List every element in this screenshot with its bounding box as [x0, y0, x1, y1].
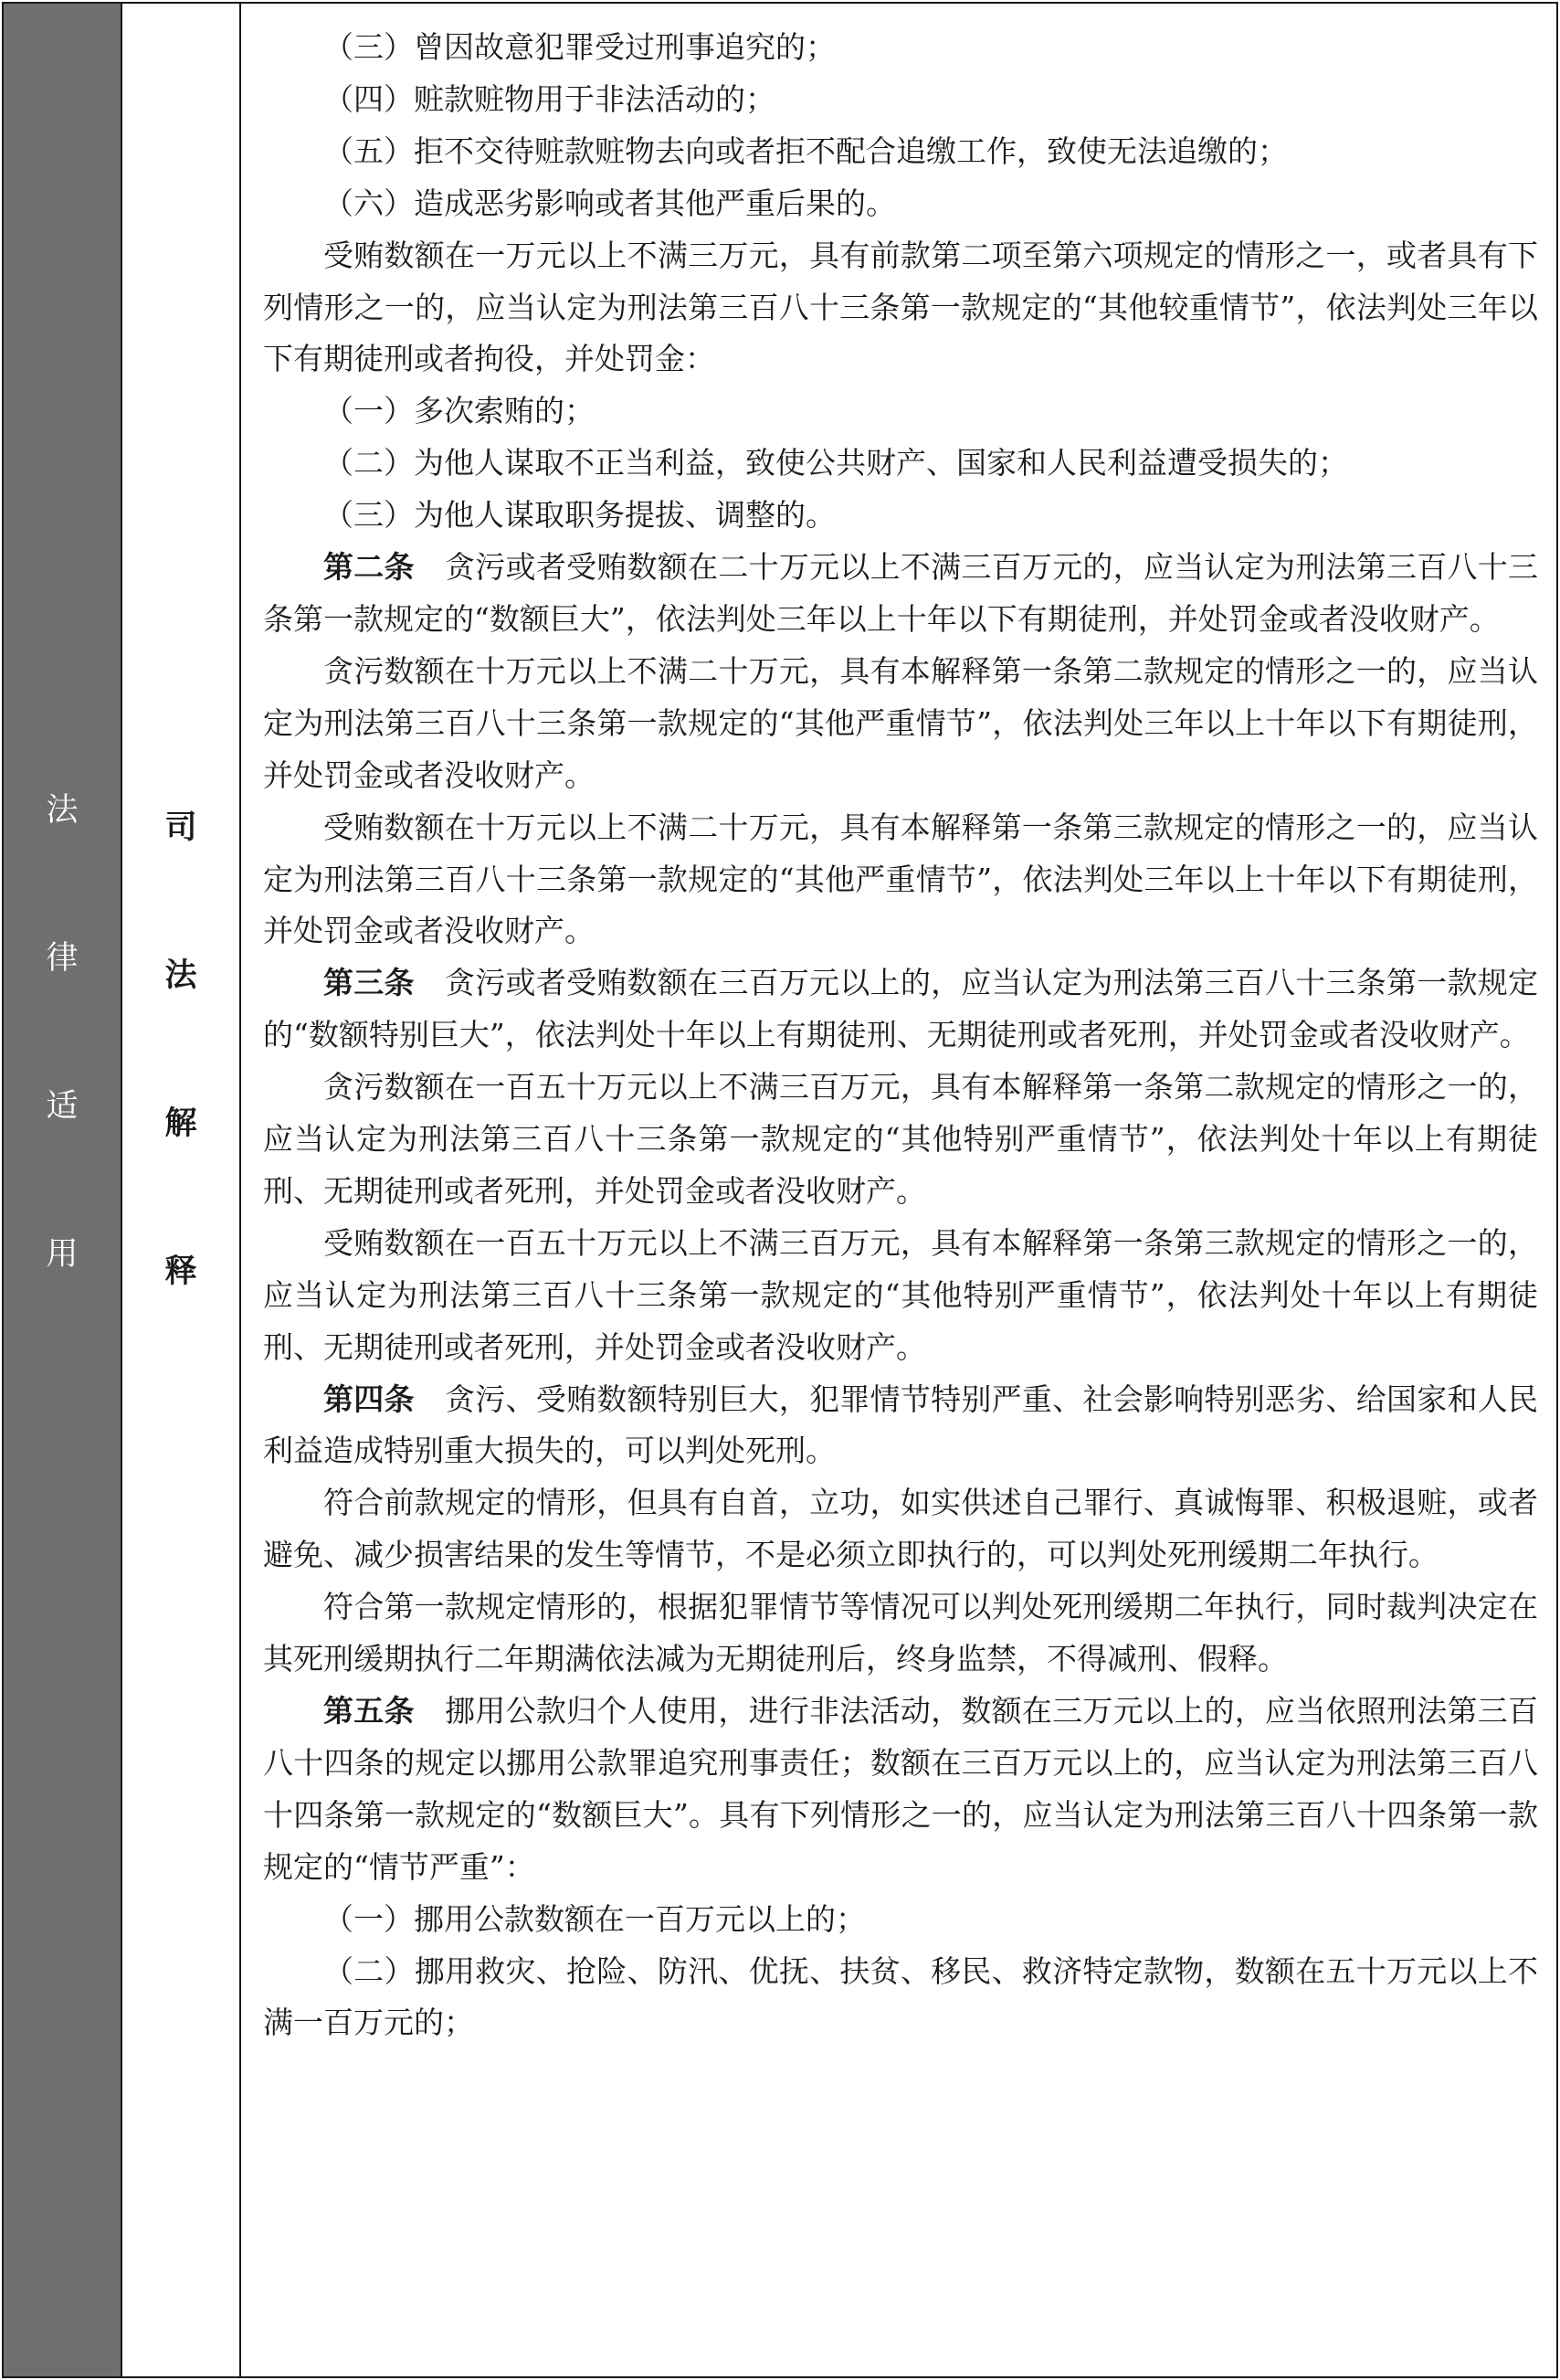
paragraph [263, 386, 1538, 438]
paragraph-text: （六）造成恶劣影响或者其他严重后果的。 [323, 185, 896, 221]
paragraph [263, 74, 1538, 126]
judicial-interpretation-char: 解 [164, 1105, 197, 1142]
article-number: 第三条 [323, 965, 415, 1001]
paragraph-text: （三）为他人谋取职务提拔、调整的。 [323, 497, 836, 534]
article-number: 第二条 [323, 549, 415, 586]
paragraph [263, 646, 1538, 802]
paragraph-text: （一）多次索贿的； [323, 393, 595, 429]
paragraph-text: （五）拒不交待赃款赃物去向或者拒不配合追缴工作，致使无法追缴的； [323, 132, 1288, 169]
law-application-char: 律 [46, 939, 79, 977]
paragraph [263, 1686, 1538, 1894]
category-label-law-application [46, 791, 79, 1273]
paragraph-text: 受贿数额在一万元以上不满三万元，具有前款第二项至第六项规定的情形之一，或者具有下列情形之一的，应当认定为刑法第三百八十三条第一款规定的“其他较重情节”，依法判处三年以下有期徒刑或者拘役，并处罚金： [263, 237, 1538, 377]
paragraph [263, 178, 1538, 230]
paragraph [263, 230, 1538, 386]
paragraph [263, 126, 1538, 178]
interpretation-text [241, 4, 1556, 2376]
paragraph [263, 957, 1538, 1062]
paragraph [263, 1477, 1538, 1581]
law-application-char: 用 [46, 1235, 79, 1273]
paragraph-text: （二）为他人谋取不正当利益，致使公共财产、国家和人民利益遭受损失的； [323, 445, 1348, 481]
paragraph-text: 受贿数额在一百五十万元以上不满三百万元，具有本解释第一条第三款规定的情形之一的，应当认定为刑法第三百八十三条第一款规定的“其他特别严重情节”，依法判处十年以上有期徒刑、无期徒刑或者死刑，并处罚金或者没收财产。 [263, 1224, 1538, 1365]
paragraph [263, 1374, 1538, 1478]
paragraph-text: 符合前款规定的情形，但具有自首，立功，如实供述自己罪行、真诚悔罪、积极退赃，或者避免、减少损害结果的发生等情节，不是必须立即执行的，可以判处死刑缓期二年执行。 [263, 1485, 1538, 1573]
paragraph-text: 贪污数额在一百五十万元以上不满三百万元，具有本解释第一条第二款规定的情形之一的，应当认定为刑法第三百八十三条第一款规定的“其他特别严重情节”，依法判处十年以上有期徒刑、无期徒刑或者死刑，并处罚金或者没收财产。 [263, 1069, 1538, 1209]
article-number: 第五条 [323, 1693, 415, 1729]
article-number: 第四条 [323, 1380, 415, 1417]
law-table [2, 2, 1558, 2378]
paragraph-text: 贪污数额在十万元以上不满二十万元，具有本解释第一条第二款规定的情形之一的，应当认定为刑法第三百八十三条第一款规定的“其他严重情节”，依法判处三年以上十年以下有期徒刑，并处罚金或者没收财产。 [263, 652, 1538, 793]
paragraph-text: 贪污、受贿数额特别巨大，犯罪情节特别严重、社会影响特别恶劣、给国家和人民利益造成特别重大损失的，可以判处死刑。 [263, 1380, 1539, 1469]
paragraph [263, 1218, 1538, 1374]
category-label-judicial-interpretation [164, 809, 197, 1290]
paragraph-text: 受贿数额在十万元以上不满二十万元，具有本解释第一条第三款规定的情形之一的，应当认定为刑法第三百八十三条第一款规定的“其他严重情节”，依法判处三年以上十年以下有期徒刑，并处罚金或者没收财产。 [263, 809, 1538, 949]
judicial-interpretation-char: 释 [164, 1253, 197, 1290]
law-application-char: 适 [46, 1087, 79, 1125]
paragraph [263, 1946, 1538, 2050]
paragraph [263, 438, 1538, 490]
paragraph-text: 贪污或者受贿数额在三百万元以上的，应当认定为刑法第三百八十三条第一款规定的“数额特别巨大”，依法判处十年以上有期徒刑、无期徒刑或者死刑，并处罚金或者没收财产。 [263, 965, 1539, 1053]
paragraph-text: （二）挪用救灾、抢险、防汛、优抚、扶贫、移民、救济特定款物，数额在五十万元以上不满一百万元的； [263, 1952, 1538, 2041]
paragraph-text: （四）赃款赃物用于非法活动的； [323, 80, 775, 117]
paragraph [263, 542, 1538, 646]
paragraph-text: 贪污或者受贿数额在二十万元以上不满三百万元的，应当认定为刑法第三百八十三条第一款规定的“数额巨大”，依法判处三年以上十年以下有期徒刑，并处罚金或者没收财产。 [263, 549, 1539, 637]
category-column-judicial-interpretation [122, 4, 241, 2376]
judicial-interpretation-char: 法 [164, 957, 197, 994]
category-column-law-application [4, 4, 122, 2376]
paragraph-text: 符合第一款规定情形的，根据犯罪情节等情况可以判处死刑缓期二年执行，同时裁判决定在其死刑缓期执行二年期满依法减为无期徒刑后，终身监禁，不得减刑、假释。 [263, 1589, 1538, 1677]
paragraph [263, 1894, 1538, 1946]
paragraph [263, 1062, 1538, 1218]
paragraph-text: 挪用公款归个人使用，进行非法活动，数额在三万元以上的，应当依照刑法第三百八十四条的规定以挪用公款罪追究刑事责任；数额在三百万元以上的，应当认定为刑法第三百八十四条第一款规定的“数额巨大”。具有下列情形之一的，应当认定为刑法第三百八十四条第一款规定的“情节严重”： [263, 1693, 1539, 1885]
judicial-interpretation-char: 司 [164, 809, 197, 846]
paragraph [263, 802, 1538, 958]
paragraph [263, 22, 1538, 74]
paragraph-text: （三）曾因故意犯罪受过刑事追究的； [323, 29, 836, 65]
paragraph [263, 1581, 1538, 1686]
law-application-char: 法 [46, 791, 79, 829]
paragraph [263, 490, 1538, 542]
paragraph-text: （一）挪用公款数额在一百万元以上的； [323, 1900, 866, 1937]
